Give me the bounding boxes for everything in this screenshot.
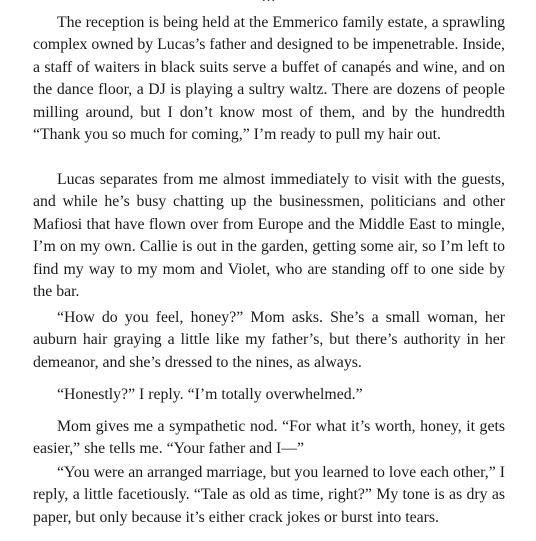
paragraph-lucas-separates: Lucas separates from me almost immediately to visit with the guests, and while he’s busy chatting up the businessmen, politicians and other Mafiosi that have flown over from Europe and the Middle East to mingle, I’m on my own. Callie is out in the garden, getting some air, so I’m left to find my way to my mom and Violet, who are standing off to one side by the bar. xyxy=(33,171,505,301)
paragraph-mom-asks: “How do you feel, honey?” Mom asks. She’s a small woman, her auburn hair graying a little like my father’s, but there’s authority in her demeanor, and she’s dressed to the nines, as always. xyxy=(33,309,505,371)
continuation-ellipsis xyxy=(33,0,505,8)
document-page xyxy=(33,0,505,541)
paragraph-arranged-marriage: “You were an arranged marriage, but you learned to love each other,” I reply, a little facetiously. “Tale as old as time, right?” My tone is as dry as paper, but only because it’s either crack jokes or burst into tears. xyxy=(33,464,505,526)
paragraph-reception: The reception is being held at the Emmerico family estate, a sprawling complex owned by Lucas’s father and designed to be impenetrable. Inside, a staff of waiters in black suits serve a buffet of canapés and wine, and on the dance floor, a DJ is playing a sultry waltz. There are dozens of people milling around, but I don’t know most of them, and by the hundredth “Thank you so much for coming,” I’m ready to pull my hair out. xyxy=(33,14,506,144)
paragraph-sympathetic-nod: Mom gives me a sympathetic nod. “For what it’s worth, honey, it gets easier,” she tells me. “Your father and I—” xyxy=(33,418,505,458)
paragraph-honestly: “Honestly?” I reply. “I’m totally overwhelmed.” xyxy=(57,386,363,403)
